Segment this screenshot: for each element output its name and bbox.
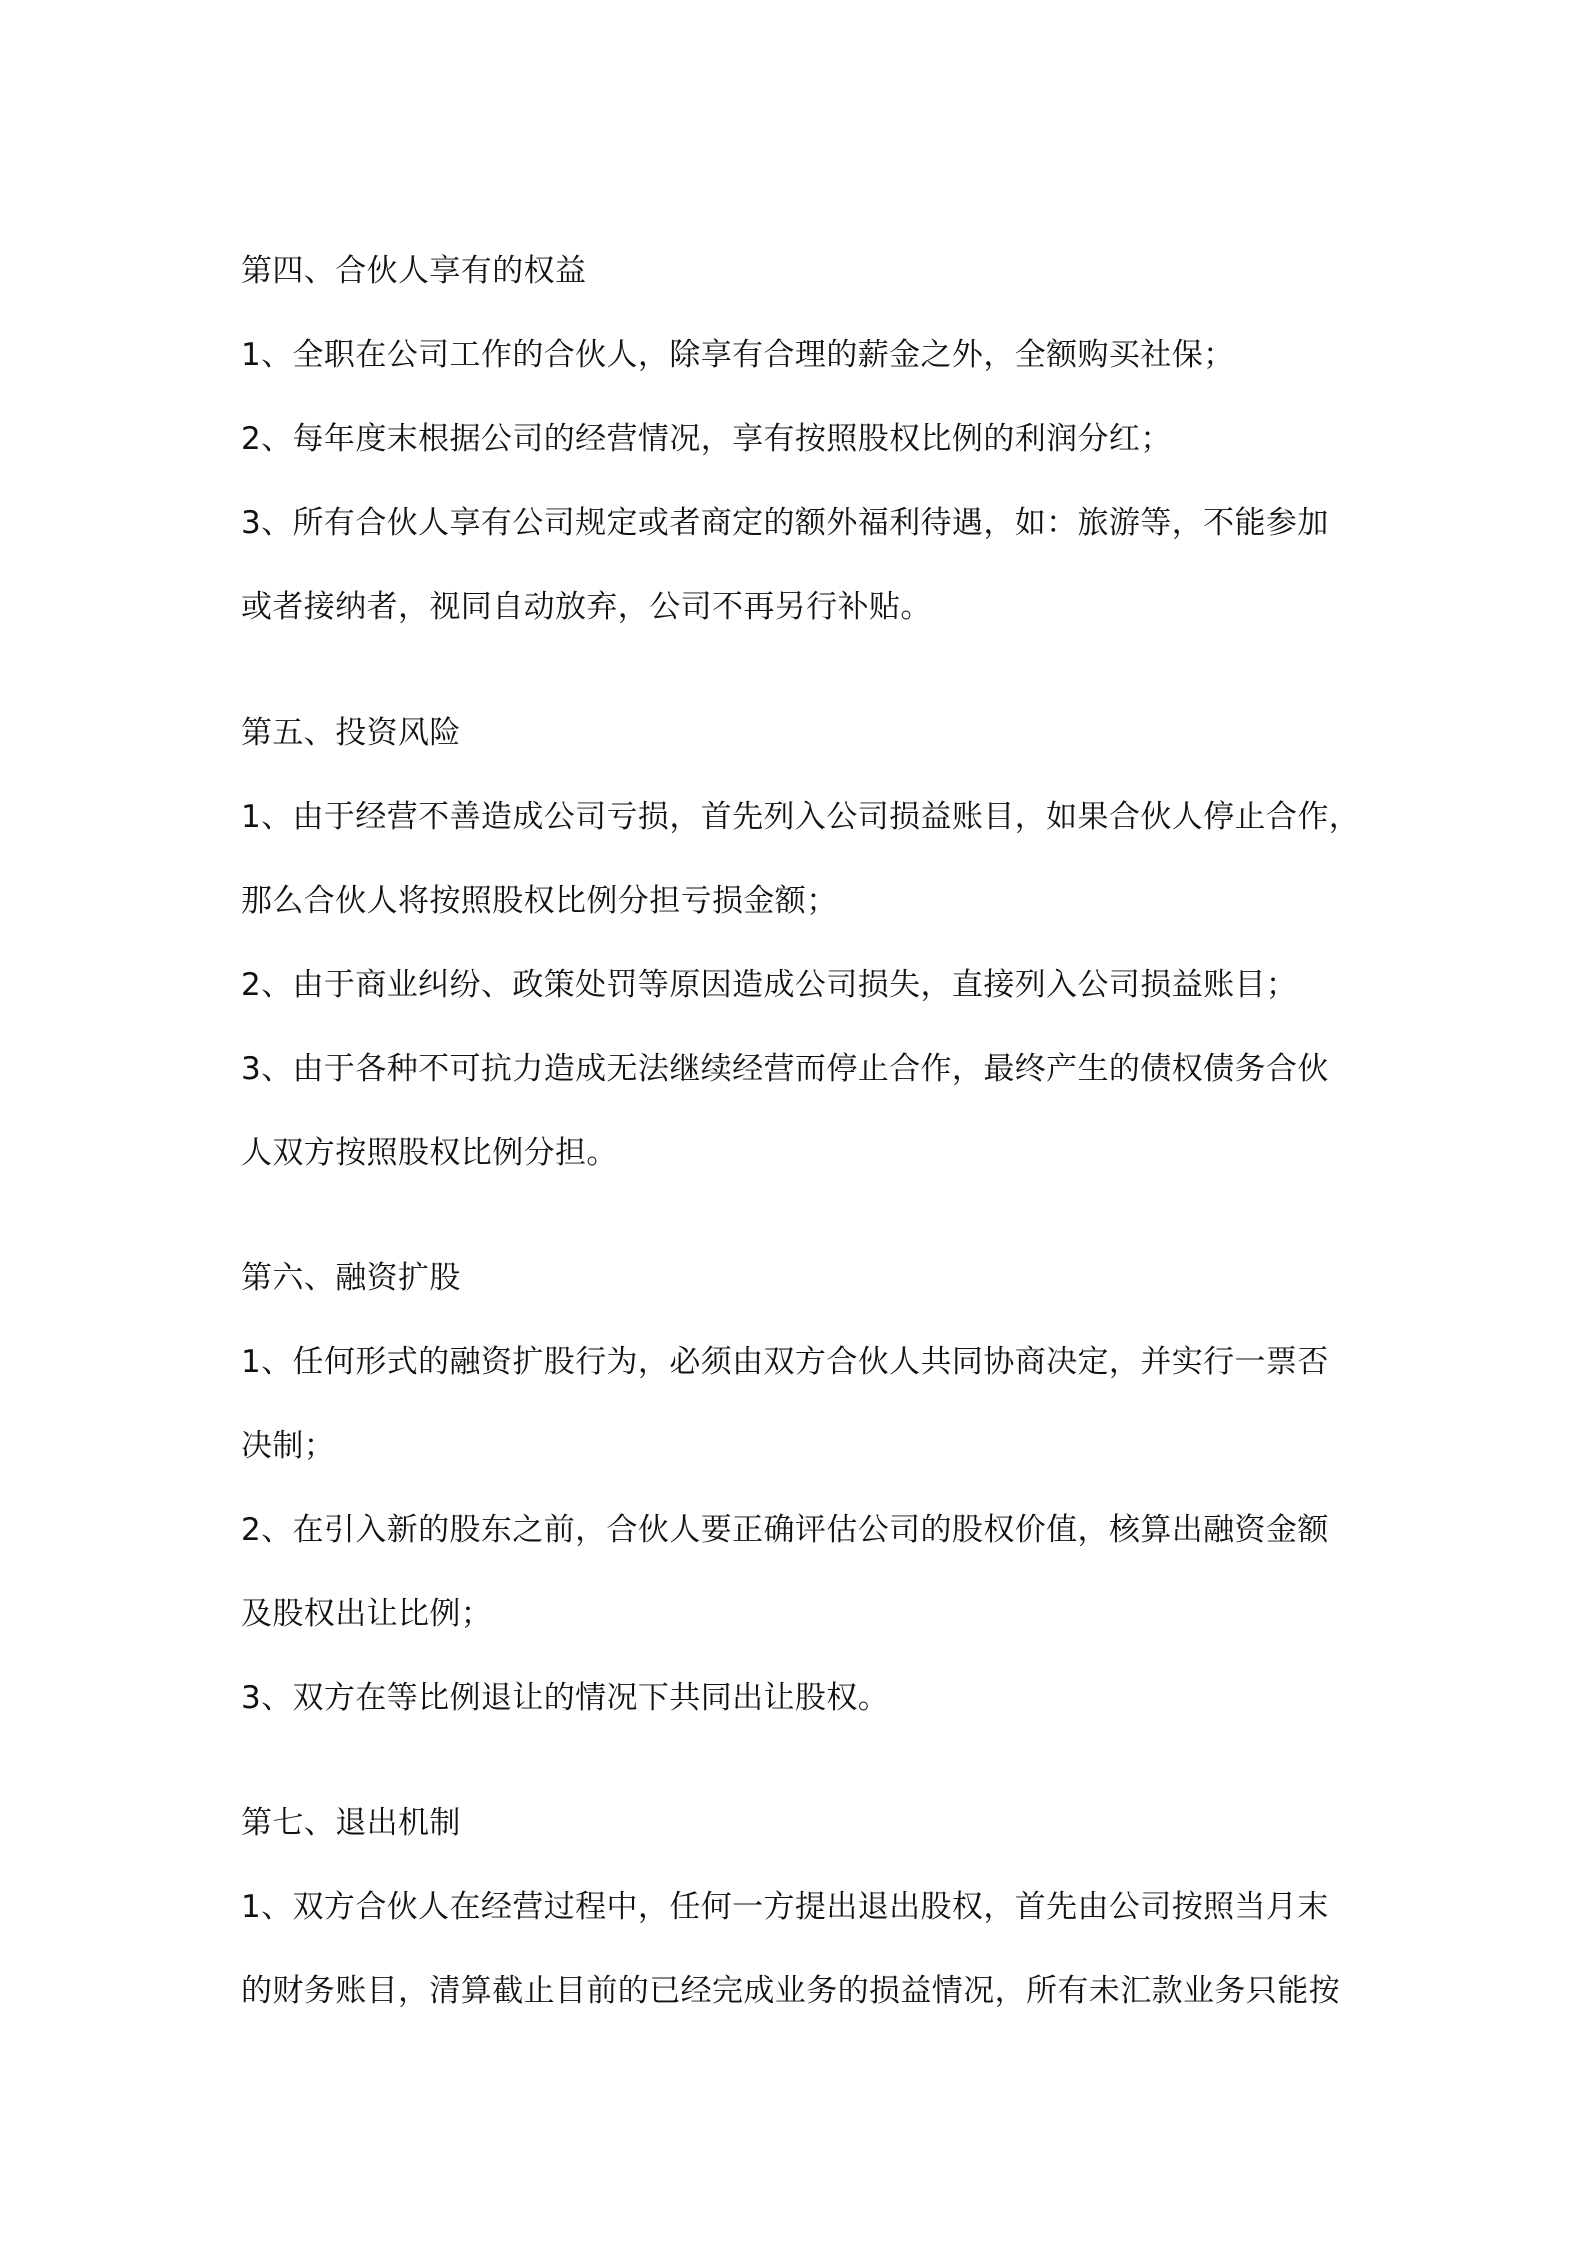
section-4-line-3: 3、所有合伙人享有公司规定或者商定的额外福利待遇，如：旅游等，不能参加 (241, 505, 1329, 541)
section-4-line-1: 1、全职在公司工作的合伙人，除享有合理的薪金之外，全额购买社保； (241, 337, 1235, 373)
section-4-line-2: 2、每年度末根据公司的经营情况，享有按照股权比例的利润分红； (241, 421, 1172, 457)
section-6-title: 第六、融资扩股 (241, 1260, 461, 1296)
section-6-line-3: 2、在引入新的股东之前，合伙人要正确评估公司的股权价值，核算出融资金额 (241, 1512, 1329, 1548)
section-5-line-5: 人双方按照股权比例分担。 (241, 1135, 618, 1171)
section-4-title: 第四、合伙人享有的权益 (241, 253, 587, 289)
section-5-line-2: 那么合伙人将按照股权比例分担亏损金额； (241, 883, 838, 919)
section-5-line-3: 2、由于商业纠纷、政策处罚等原因造成公司损失，直接列入公司损益账目； (241, 967, 1298, 1003)
section-6-line-4: 及股权出让比例； (241, 1596, 493, 1632)
section-4-line-4: 或者接纳者，视同自动放弃，公司不再另行补贴。 (241, 589, 932, 625)
section-7-line-1: 1、双方合伙人在经营过程中，任何一方提出退出股权，首先由公司按照当月末 (241, 1889, 1329, 1925)
section-7-title: 第七、退出机制 (241, 1805, 461, 1841)
section-7-line-2: 的财务账目，清算截止目前的已经完成业务的损益情况，所有未汇款业务只能按 (241, 1973, 1340, 2009)
section-5-line-4: 3、由于各种不可抗力造成无法继续经营而停止合作，最终产生的债权债务合伙 (241, 1051, 1329, 1087)
section-6-line-5: 3、双方在等比例退让的情况下共同出让股权。 (241, 1680, 890, 1716)
section-6-line-1: 1、任何形式的融资扩股行为，必须由双方合伙人共同协商决定，并实行一票否 (241, 1344, 1329, 1380)
section-5-line-1: 1、由于经营不善造成公司亏损，首先列入公司损益账目，如果合伙人停止合作， (241, 799, 1361, 835)
section-6-line-2: 决制； (241, 1428, 336, 1464)
section-5-title: 第五、投资风险 (241, 715, 461, 751)
